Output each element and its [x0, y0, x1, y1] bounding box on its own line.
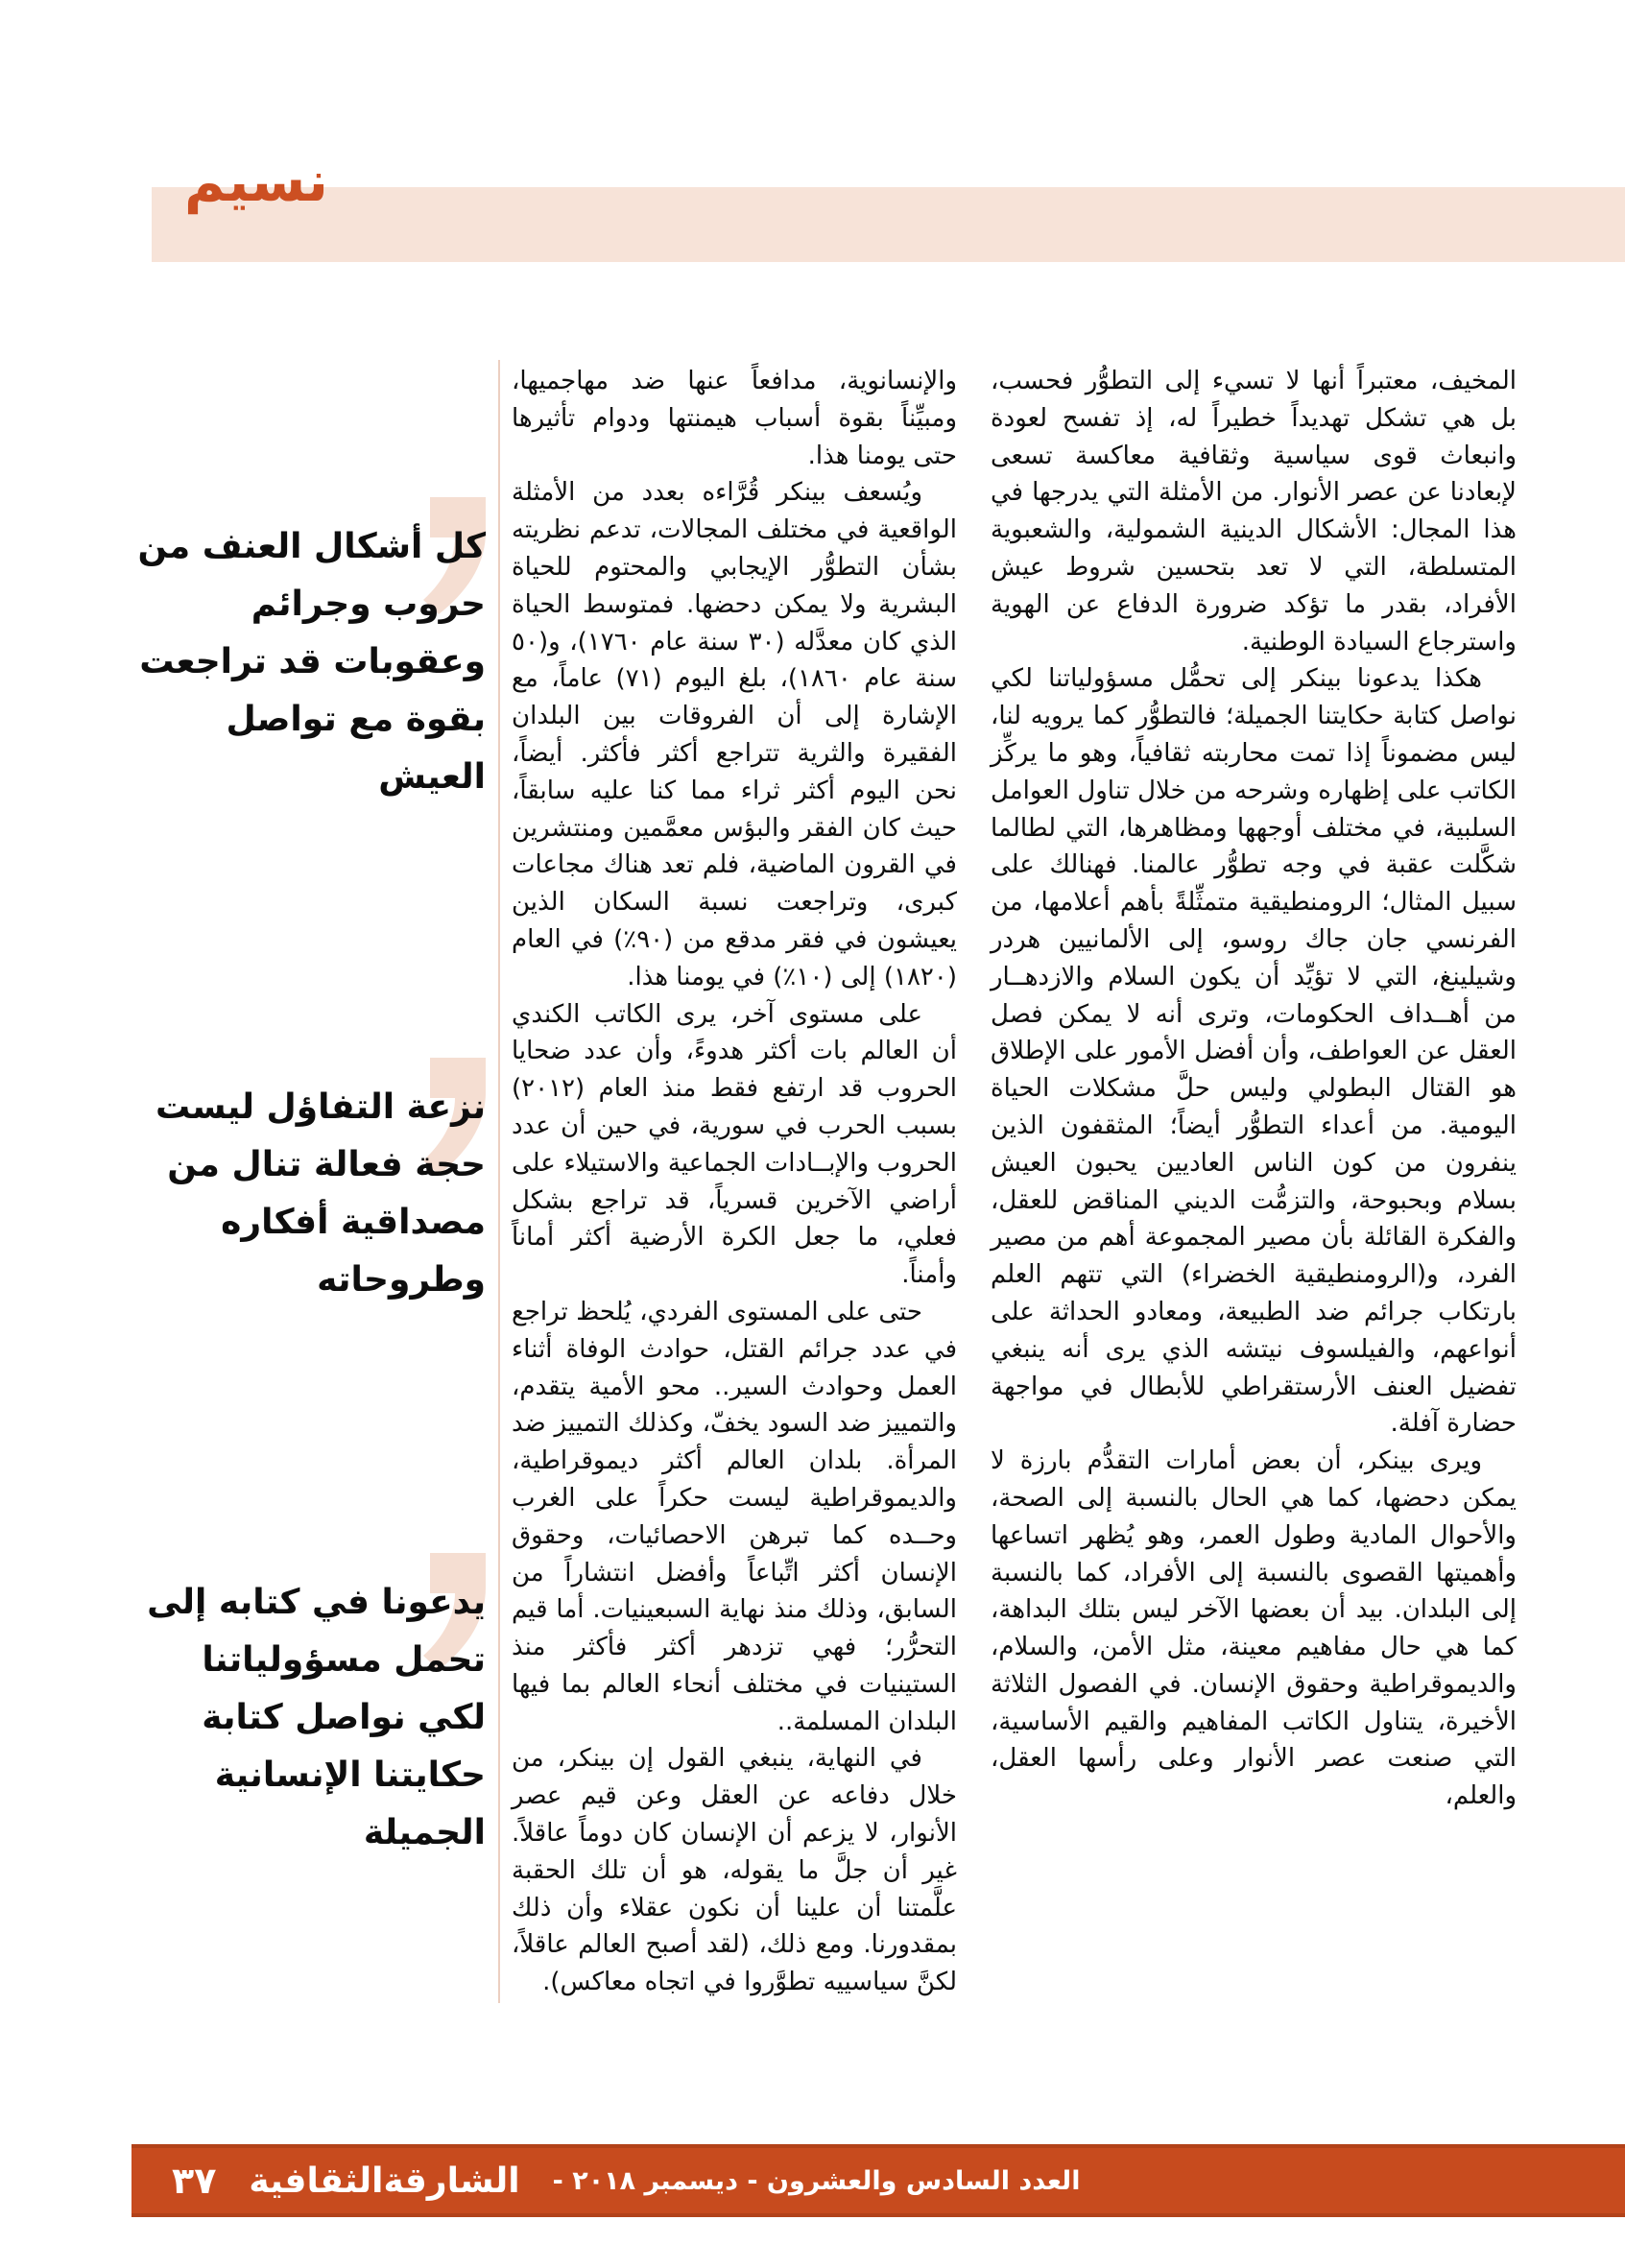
article-paragraph: هكذا يدعونا بينكر إلى تحمُّل مسؤولياتنا لكي نواصل كتابة حكايتنا الجميلة؛ فالتطوُّر كما يرويه لنا، ليس مضموناً إذا تمت محاربته ثقافياً، وهو ما يركِّز الكاتب على إظهاره وشرحه من خلال تناول العوامل السلبية، في مختلف أوجهها ومظاهرها، التي لطالما شكَّلت عقبة في وجه تطوُّر عالمنا. فهنالك على سبيل المثال؛ الرومنطيقية متمثِّلةً بأهم أعلامها، من الفرنسي جان جاك روسو، إلى الألمانيين هردر وشيلينغ، التي لا تؤيِّد أن يكون السلام والازدهــار من أهــداف الحكومات، وترى أنه لا يمكن فصل العقل عن العواطف، وأن أفضل الأمور على الإطلاق هو القتال البطولي وليس حلَّ مشكلات الحياة اليومية. من أعداء التطوُّر أيضاً؛ المثقفون الذين ينفرون من كون الناس العاديين يحبون العيش بسلام وبحبوحة، والتزمُّت الديني المناقض للعقل، والفكرة القائلة بأن مصير المجموعة أهم من مصير الفرد، و(الرومنطيقية الخضراء) التي تتهم العلم بارتكاب جرائم ضد الطبيعة، ومعادو الحداثة على أنواعهم، والفيلسوف نيتشه الذي يرى أنه ينبغي تفضيل العنف الأرستقراطي للأبطال في مواجهة حضارة آفلة. [991, 664, 1517, 1439]
pull-quote-text: يدعونا في كتابه إلى تحمل مسؤولياتنا لكي نواصل كتابة حكايتنا الإنسانية الجميلة [147, 1583, 486, 1852]
issue-info: العدد السادس والعشرون - ديسمبر ٢٠١٨ - [552, 2165, 1081, 2196]
article-column-right [991, 363, 1517, 1815]
magazine-logo: الشارقةالثقافية [249, 2161, 520, 2201]
article-paragraph: ويرى بينكر، أن بعض أمارات التقدُّم بارزة لا يمكن دحضها، كما هي الحال بالنسبة إلى الصحة، والأحوال المادية وطول العمر، وهو يُظهر اتساعها وأهميتها القصوى بالنسبة إلى الأفراد، كما بالنسبة إلى البلدان. بيد أن بعضها الآخر ليس بتلك البداهة، كما هي حال مفاهيم معينة، مثل الأمن، والسلام، والديموقراطية وحقوق الإنسان. في الفصول الثلاثة الأخيرة، يتناول الكاتب المفاهيم والقيم الأساسية، التي صنعت عصر الأنوار وعلى رأسها العقل، والعلم، [991, 1446, 1517, 1811]
article-paragraph: المخيف، معتبراً أنها لا تسيء إلى التطوُّر فحسب، بل هي تشكل تهديداً خطيراً له، إذ تفسح لعودة وانبعاث قوى سياسية وثقافية معاكسة تسعى لإبعادنا عن عصر الأنوار. من الأمثلة التي يدرجها في هذا المجال: الأشكال الدينية الشمولية، والشعبوية المتسلطة، التي لا تعد بتحسين شروط عيش الأفراد، بقدر ما تؤكد ضرورة الدفاع عن الهوية واسترجاع السيادة الوطنية. [991, 367, 1517, 657]
header-band [152, 187, 1625, 262]
pull-quote-text: كل أشكال العنف من حروب وجرائم وعقوبات قد تراجعت بقوة مع تواصل العيش [137, 527, 486, 797]
article-paragraph: على مستوى آخر، يرى الكاتب الكندي أن العالم بات أكثر هدوءً، وأن عدد ضحايا الحروب قد ارتفع فقط منذ العام (٢٠١٢) بسبب الحرب في سورية، في حين أن عدد الحروب والإبــادات الجماعية والاستيلاء على أراضي الآخرين قسرياً، قد تراجع بشكل فعلي، ما جعل الكرة الأرضية أكثر أماناً وأمناً. [512, 999, 957, 1290]
pull-quote-3 [125, 1574, 486, 1862]
page-number: ٣٧ [172, 2160, 217, 2202]
article-paragraph: حتى على المستوى الفردي، يُلحظ تراجع في عدد جرائم القتل، حوادث الوفاة أثناء العمل وحوادث السير.. محو الأمية يتقدم، والتمييز ضد السود يخفّ، وكذلك التمييز ضد المرأة. بلدان العالم أكثر ديموقراطية، والديموقراطية ليست حكراً على الغرب وحــده كما تبرهن الاحصائيات، وحقوق الإنسان أكثر اتِّباعاً وأفضل انتشاراً من السابق، وذلك منذ نهاية السبعينيات. أما قيم التحرُّر؛ فهي تزدهر أكثر فأكثر منذ الستينيات في مختلف أنحاء العالم بما فيها البلدان المسلمة.. [512, 1297, 957, 1736]
footer-bar [131, 2144, 1625, 2217]
pull-quote-2 [125, 1079, 486, 1309]
pull-quote-text: نزعة التفاؤل ليست حجة فعالة تنال من مصداقية أفكاره وطروحاته [155, 1087, 486, 1300]
article-paragraph: في النهاية، ينبغي القول إن بينكر، من خلال دفاعه عن العقل وعن قيم عصر الأنوار، لا يزعم أن الإنسان كان دوماً عاقلاً. غير أن جلَّ ما يقوله، هو أن تلك الحقبة علَّمتنا أن علينا أن نكون عقلاء وأن ذلك بمقدورنا. ومع ذلك، (لقد أصبح العالم عاقلاً، لكنَّ سياسييه تطوَّروا في اتجاه معاكس). [512, 1744, 957, 1997]
article-paragraph: والإنسانوية، مدافعاً عنها ضد مهاجميها، ومبيِّناً بقوة أسباب هيمنتها ودوام تأثيرها حتى يومنا هذا. [512, 367, 957, 470]
section-title: نسيم [184, 149, 328, 214]
column-divider [498, 360, 500, 2003]
article-paragraph: ويُسعف بينكر قُرَّاءه بعدد من الأمثلة الواقعية في مختلف المجالات، تدعم نظريته بشأن التطوُّر الإيجابي والمحتوم للحياة البشرية ولا يمكن دحضها. فمتوسط الحياة الذي كان معدَّله (٣٠ سنة عام ١٧٦٠)، و(٥٠ سنة عام ١٨٦٠)، بلغ اليوم (٧١) عاماً، مع الإشارة إلى أن الفروقات بين البلدان الفقيرة والثرية تتراجع أكثر فأكثر. أيضاً، نحن اليوم أكثر ثراء مما كنا عليه سابقاً، حيث كان الفقر والبؤس معمَّمين ومنتشرين في القرون الماضية، فلم تعد هناك مجاعات كبرى، وتراجعت نسبة السكان الذين يعيشون في فقر مدقع من (٩٠٪) في العام (١٨٢٠) إلى (١٠٪) في يومنا هذا. [512, 478, 957, 991]
article-column-middle [512, 363, 957, 2001]
pull-quote-1 [125, 518, 486, 806]
